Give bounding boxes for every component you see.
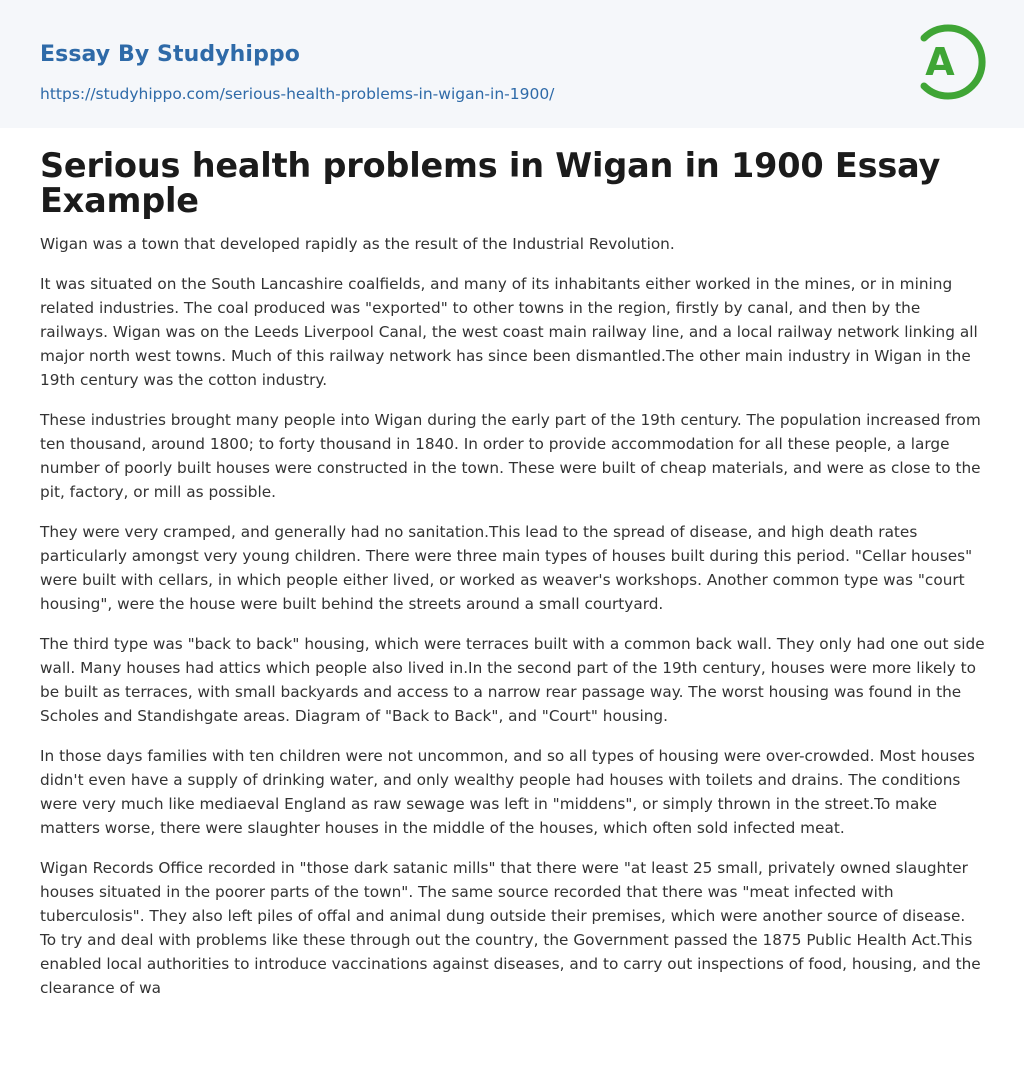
essay-content — [40, 148, 986, 1016]
source-url-link[interactable]: https://studyhippo.com/serious-health-problems-in-wigan-in-1900/ — [40, 85, 555, 103]
essay-title: Serious health problems in Wigan in 1900 Essay Example — [40, 146, 941, 220]
logo-letter: A — [925, 40, 955, 84]
essay-paragraph: Wigan Records Office recorded in "those dark satanic mills" that there were "at least 25 small, privately owned slaughter houses situated in the poorer parts of the town". The same source recorded that there was "meat infected with tuberculosis". They also left piles of offal and animal dung outside their premises, which were another source of disease. To try and deal with problems like these through out the country, the Government passed the 1875 Public Health Act.This enabled local authorities to introduce vaccinations against diseases, and to carry out inspections of food, housing, and the clearance of wa — [40, 859, 981, 997]
essay-paragraph: These industries brought many people into Wigan during the early part of the 19th century. The population increased from ten thousand, around 1800; to forty thousand in 1840. In order to provide accommodation for all these people, a large number of poorly built houses were constructed in the town. These were built of cheap materials, and were as close to the pit, factory, or mill as possible. — [40, 411, 981, 501]
essay-paragraph: It was situated on the South Lancashire coalfields, and many of its inhabitants either worked in the mines, or in mining related industries. The coal produced was "exported" to other towns in the region, firstly by canal, and then by the railways. Wigan was on the Leeds Liverpool Canal, the west coast main railway line, and a local railway network linking all major north west towns. Much of this railway network has since been dismantled.The other main industry in Wigan in the 19th century was the cotton industry. — [40, 275, 978, 389]
studyhippo-logo-icon[interactable] — [910, 18, 988, 106]
site-header — [0, 0, 1024, 128]
brand-title[interactable]: Essay By Studyhippo — [40, 42, 300, 67]
essay-paragraph: They were very cramped, and generally had no sanitation.This lead to the spread of disease, and high death rates particularly amongst very young children. There were three main types of houses built during this period. "Cellar houses" were built with cellars, in which people either lived, or worked as weaver's workshops. Another common type was "court housing", were the house were built behind the streets around a small courtyard. — [40, 523, 973, 613]
essay-paragraph: In those days families with ten children were not uncommon, and so all types of housing were over-crowded. Most houses didn't even have a supply of drinking water, and only wealthy people had houses with toilets and drains. The conditions were very much like mediaeval England as raw sewage was left in "middens", or simply thrown in the street.To make matters worse, there were slaughter houses in the middle of the houses, which often sold infected meat. — [40, 747, 975, 837]
essay-paragraph: The third type was "back to back" housing, which were terraces built with a common back wall. They only had one out side wall. Many houses had attics which people also lived in.In the second part of the 19th century, houses were more likely to be built as terraces, with small backyards and access to a narrow rear passage way. The worst housing was found in the Scholes and Standishgate areas. Diagram of "Back to Back", and "Court" housing. — [40, 635, 985, 725]
essay-paragraph: Wigan was a town that developed rapidly as the result of the Industrial Revolution. — [40, 235, 675, 253]
